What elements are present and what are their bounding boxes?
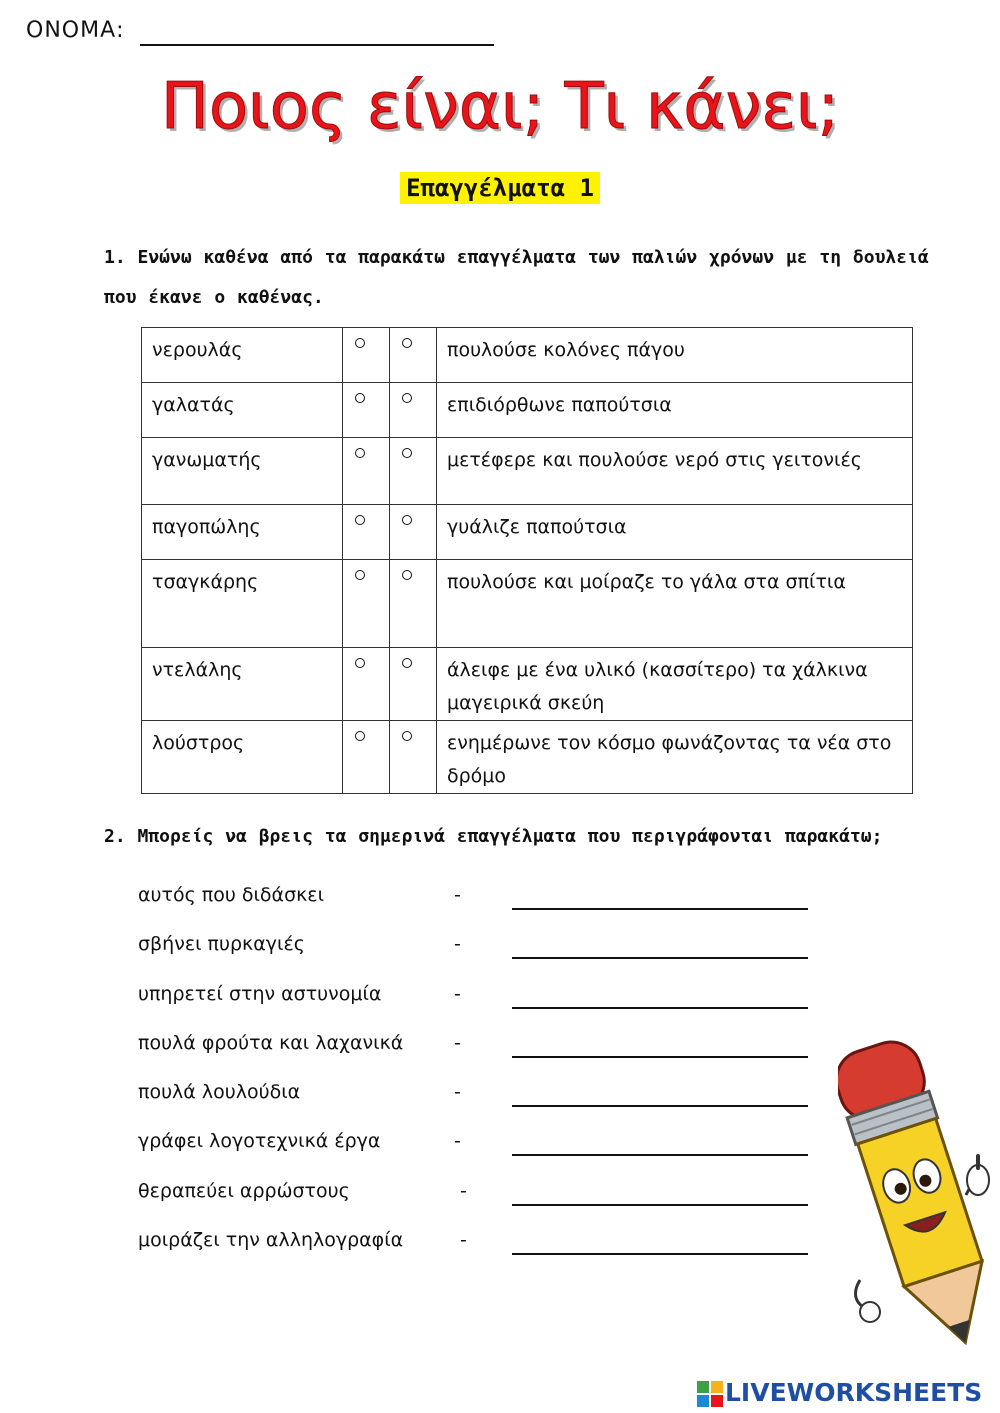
job-connector-cell (343, 560, 390, 648)
description-text: υπηρετεί στην αστυνομία (138, 982, 382, 1005)
table-row (142, 505, 913, 560)
task-cell (437, 721, 913, 794)
list-item (138, 1032, 838, 1081)
list-item (138, 1081, 838, 1130)
task-cell (437, 328, 913, 383)
description-text: θεραπεύει αρρώστους (138, 1179, 350, 1202)
task-label: γυάλιζε παπούτσια (447, 516, 627, 538)
task-connector-cell (390, 721, 437, 794)
task-label: επιδιόρθωνε παπούτσια (447, 394, 672, 416)
task-connector-dot[interactable] (402, 658, 412, 668)
job-connector-cell (343, 721, 390, 794)
table-row (142, 560, 913, 648)
job-label: λούστρος (152, 732, 245, 754)
task-connector-dot[interactable] (402, 570, 412, 580)
description-text: σβήνει πυρκαγιές (138, 933, 305, 956)
job-cell (142, 560, 343, 648)
job-connector-dot[interactable] (355, 393, 365, 403)
table-row (142, 648, 913, 721)
page-title: Ποιος είναι; Τι κάνει; (160, 70, 840, 144)
job-connector-dot[interactable] (355, 570, 365, 580)
exercise1-instruction: 1. Ενώνω καθένα από τα παρακάτω επαγγέλματα των παλιών χρόνων με τη δουλειά που έκανε ο καθένας. (104, 247, 929, 308)
task-connector-dot[interactable] (402, 448, 412, 458)
answer-blank-line[interactable] (512, 1056, 808, 1058)
task-connector-dot[interactable] (402, 731, 412, 741)
task-connector-cell (390, 648, 437, 721)
answer-blank-line[interactable] (512, 1253, 808, 1255)
dash-separator: - (454, 884, 461, 906)
task-cell (437, 560, 913, 648)
name-input-line[interactable] (140, 44, 494, 46)
job-label: γαλατάς (152, 394, 235, 416)
dash-separator: - (460, 1229, 467, 1252)
job-connector-cell (343, 505, 390, 560)
job-connector-dot[interactable] (355, 731, 365, 741)
answer-blank-line[interactable] (512, 957, 808, 959)
job-cell (142, 438, 343, 505)
task-cell (437, 648, 913, 721)
dash-separator: - (460, 1179, 467, 1202)
exercise2-instruction: 2. Μπορείς να βρεις τα σημερινά επαγγέλματα που περιγράφονται παρακάτω; (104, 826, 883, 847)
table-row (142, 328, 913, 383)
job-label: ντελάλης (152, 659, 243, 681)
dash-separator: - (454, 1031, 461, 1054)
liveworksheets-brand: LIVEWORKSHEETS (725, 1378, 983, 1407)
subtitle-wrap (0, 172, 1000, 204)
task-label: πουλούσε κολόνες πάγου (447, 339, 685, 361)
job-connector-dot[interactable] (355, 338, 365, 348)
description-text: αυτός που διδάσκει (138, 884, 325, 906)
description-list (138, 884, 838, 1278)
task-label: ενημέρωνε τον κόσμο φωνάζοντας τα νέα στο δρόμο (447, 732, 892, 787)
subtitle: Επαγγέλματα 1 (400, 172, 600, 204)
job-connector-cell (343, 328, 390, 383)
job-connector-dot[interactable] (355, 515, 365, 525)
list-item (138, 884, 838, 933)
job-connector-cell (343, 438, 390, 505)
task-connector-dot[interactable] (402, 338, 412, 348)
answer-blank-line[interactable] (512, 908, 808, 910)
job-connector-dot[interactable] (355, 448, 365, 458)
task-cell (437, 383, 913, 438)
list-item (138, 1180, 838, 1229)
job-cell (142, 505, 343, 560)
answer-blank-line[interactable] (512, 1204, 808, 1206)
list-item (138, 933, 838, 982)
liveworksheets-logo-icon (697, 1381, 723, 1407)
task-label: μετέφερε και πουλούσε νερό στις γειτονιές (447, 449, 862, 471)
description-text: μοιράζει την αλληλογραφία (138, 1229, 404, 1252)
task-label: πουλούσε και μοίραζε το γάλα στα σπίτια (447, 571, 846, 593)
task-cell (437, 505, 913, 560)
task-connector-cell (390, 505, 437, 560)
answer-blank-line[interactable] (512, 1154, 808, 1156)
job-cell (142, 721, 343, 794)
task-label: άλειφε με ένα υλικό (κασσίτερο) τα χάλκινα μαγειρικά σκεύη (447, 659, 868, 714)
task-connector-dot[interactable] (402, 515, 412, 525)
list-item (138, 1229, 838, 1278)
job-cell (142, 383, 343, 438)
job-connector-cell (343, 383, 390, 438)
task-connector-cell (390, 438, 437, 505)
job-label: γανωματής (152, 449, 262, 471)
list-item (138, 1130, 838, 1179)
table-row (142, 383, 913, 438)
dash-separator: - (454, 982, 461, 1005)
dash-separator: - (454, 1081, 461, 1104)
answer-blank-line[interactable] (512, 1007, 808, 1009)
job-cell (142, 328, 343, 383)
description-text: πουλά φρούτα και λαχανικά (138, 1031, 404, 1054)
table-row (142, 721, 913, 794)
task-cell (437, 438, 913, 505)
description-text: γράφει λογοτεχνικά έργα (138, 1130, 381, 1153)
task-connector-cell (390, 328, 437, 383)
matching-table (141, 327, 913, 794)
job-connector-dot[interactable] (355, 658, 365, 668)
name-label: ΟΝΟΜΑ: (26, 18, 125, 43)
job-label: παγοπώλης (152, 516, 261, 538)
dash-separator: - (454, 1130, 461, 1153)
task-connector-cell (390, 560, 437, 648)
dash-separator: - (454, 933, 461, 956)
table-row (142, 438, 913, 505)
job-cell (142, 648, 343, 721)
task-connector-cell (390, 383, 437, 438)
pencil-mascot-illustration (838, 1030, 998, 1370)
task-connector-dot[interactable] (402, 393, 412, 403)
job-label: νερουλάς (152, 339, 243, 361)
job-label: τσαγκάρης (152, 571, 259, 593)
list-item (138, 983, 838, 1032)
job-connector-cell (343, 648, 390, 721)
answer-blank-line[interactable] (512, 1105, 808, 1107)
description-text: πουλά λουλούδια (138, 1081, 301, 1104)
